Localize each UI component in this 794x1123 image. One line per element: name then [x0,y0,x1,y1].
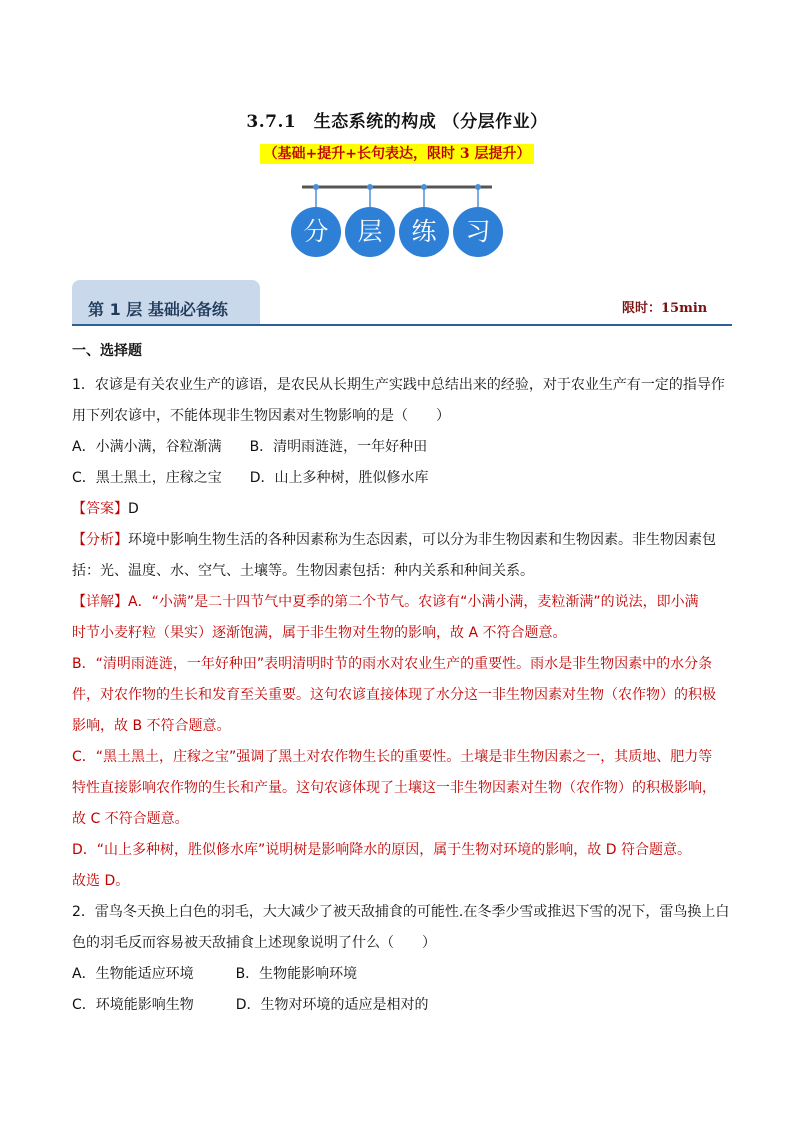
document-subtitle [0,143,794,163]
analysis-tag: 【分析】 [72,532,128,548]
subtitle-highlight: （基础+提升+长句表达，限时 3 层提升） [260,144,535,164]
answer-tag: 【答案】 [72,501,128,517]
section-label: 第 1 层 基础必备练 [88,300,228,319]
document-title: 3.7.1 生态系统的构成 （分层作业） [246,112,548,132]
q1-detail-a-line1 [72,592,732,612]
question-heading: 一、选择题 [72,343,142,359]
badge-char-4: 习 [453,207,503,257]
answer-value: D [128,501,139,517]
q1-detail-b-line3: 影响，故 B 不符合题意。 [72,718,231,734]
q1-detail-c-line1: C．“黑土黑土，庄稼之宝”强调了黑土对农作物生长的重要性。土壤是非生物因素之一，其质地、肥力等 [72,749,713,765]
q1-stem-line1: 1．农谚是有关农业生产的谚语，是农民从长期生产实践中总结出来的经验，对于农业生产有一定的指导作 [72,377,725,393]
time-limit: 限时：15min [622,301,708,316]
q1-analysis-line1 [72,530,732,550]
q1-detail-a-line2: 时节小麦籽粒（果实）逐渐饱满，属于非生物对生物的影响，故 A 不符合题意。 [72,625,567,641]
q1-detail-c-line3: 故 C 不符合题意。 [72,811,189,827]
analysis-text-1: 环境中影响生物生活的各种因素称为生态因素，可以分为非生物因素和生物因素。非生物因素包 [128,532,716,548]
q1-answer [72,499,732,519]
q1-detail-d-line1: D．“山上多种树，胜似修水库”说明树是影响降水的原因，属于生物对环境的影响，故 D 符合题意。 [72,842,691,858]
q1-analysis-line2: 括：光、温度、水、空气、土壤等。生物因素包括：种内关系和种间关系。 [72,563,534,579]
q1-stem-line2: 用下列农谚中，不能体现非生物因素对生物影响的是（ ） [72,408,450,424]
badge-char-2: 层 [345,207,395,257]
detail-tag: 【详解】 [72,594,128,610]
q1-detail-b-line2: 件，对农作物的生长和发育至关重要。这句农谚直接体现了水分这一非生物因素对生物（农作物）的积极 [72,687,716,703]
badge-char-3: 练 [399,207,449,257]
q1-conclusion: 故选 D。 [72,873,130,889]
q1-options-cd: C．黑土黑土，庄稼之宝 D．山上多种树，胜似修水库 [72,470,429,486]
badge-char-1: 分 [291,207,341,257]
practice-badge-graphic [0,180,794,260]
q2-stem-line2: 色的羽毛反而容易被天敌捕食上述现象说明了什么（ ） [72,935,436,951]
q2-options-ab: A．生物能适应环境 B．生物能影响环境 [72,966,358,982]
q1-options-ab: A．小满小满，谷粒渐满 B．清明雨涟涟，一年好种田 [72,439,428,455]
q1-detail-c-line2: 特性直接影响农作物的生长和产量。这句农谚体现了土壤这一非生物因素对生物（农作物）的积极影响， [72,780,716,796]
q1-detail-b-line1: B．“清明雨涟涟，一年好种田”表明清明时节的雨水对农业生产的重要性。雨水是非生物因素中的水分条 [72,656,713,672]
q2-stem-line1: 2．雷鸟冬天换上白色的羽毛，大大减少了被天敌捕食的可能性.在冬季少雪或推迟下雪的况下，雷鸟换上白 [72,904,730,920]
section-divider [72,324,732,326]
detail-a-text-1: A．“小满”是二十四节气中夏季的第二个节气。农谚有“小满小满，麦粒渐满”的说法，即小满 [128,594,699,610]
q2-options-cd: C．环境能影响生物 D．生物对环境的适应是相对的 [72,997,429,1013]
